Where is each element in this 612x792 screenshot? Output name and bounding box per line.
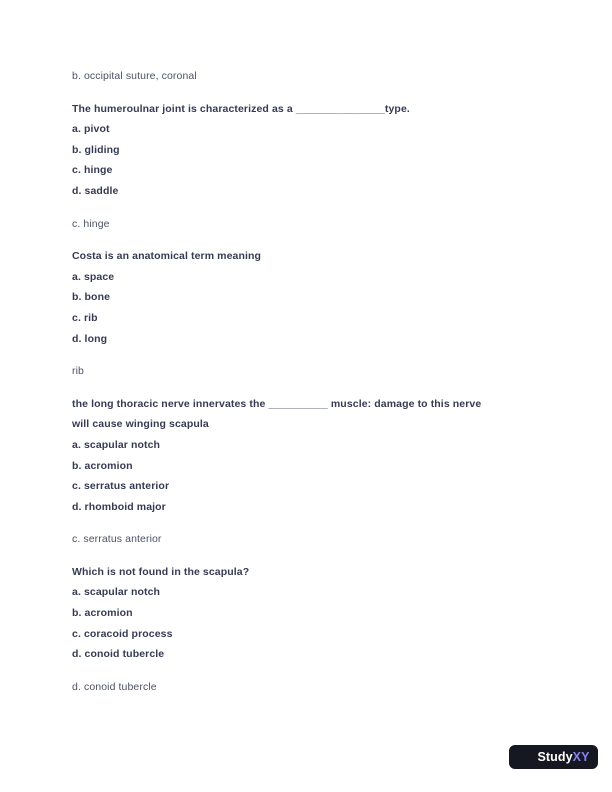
brand-text-xy: XY (572, 750, 590, 764)
option-text: d. saddle (72, 184, 119, 197)
question-list (72, 99, 542, 698)
question-text: The humeroulnar joint is characterized as a _______________type. (72, 102, 410, 115)
answer-text: b. occipital suture, coronal (72, 70, 197, 82)
option-text: d. long (72, 332, 108, 345)
option-text: a. pivot (72, 123, 110, 136)
answer-text: c. hinge (72, 217, 110, 230)
quiz-content (72, 0, 542, 709)
studyxy-logo-badge (509, 745, 598, 769)
option-text: b. gliding (72, 143, 120, 156)
plus-icon (517, 750, 532, 765)
option-text: b. bone (72, 291, 111, 304)
option-text: d. conoid tubercle (72, 648, 165, 661)
option-text: c. rib (72, 311, 98, 324)
answer-text: c. serratus anterior (72, 533, 162, 546)
question-block (72, 394, 542, 550)
answer-text: rib (72, 365, 84, 378)
brand-text-study: Study (537, 750, 573, 764)
option-text: a. scapular notch (72, 438, 161, 451)
question-block (72, 246, 542, 382)
option-text: a. scapular notch (72, 586, 161, 599)
question-text: the long thoracic nerve innervates the __________ muscle: damage to this nerve (72, 397, 482, 410)
question-text: will cause winging scapula (72, 418, 209, 431)
option-text: b. acromion (72, 607, 133, 620)
option-text: a. space (72, 270, 115, 283)
question-block (72, 99, 542, 235)
option-text: c. hinge (72, 164, 113, 177)
question-text: Costa is an anatomical term meaning (72, 250, 262, 263)
question-text: Which is not found in the scapula? (72, 565, 250, 578)
option-text: b. acromion (72, 459, 133, 472)
option-text: c. coracoid process (72, 627, 173, 640)
question-block (72, 562, 542, 698)
answer-text: d. conoid tubercle (72, 680, 157, 693)
option-text: c. serratus anterior (72, 480, 170, 493)
option-text: d. rhomboid major (72, 500, 166, 513)
brand-wordmark (537, 750, 589, 764)
